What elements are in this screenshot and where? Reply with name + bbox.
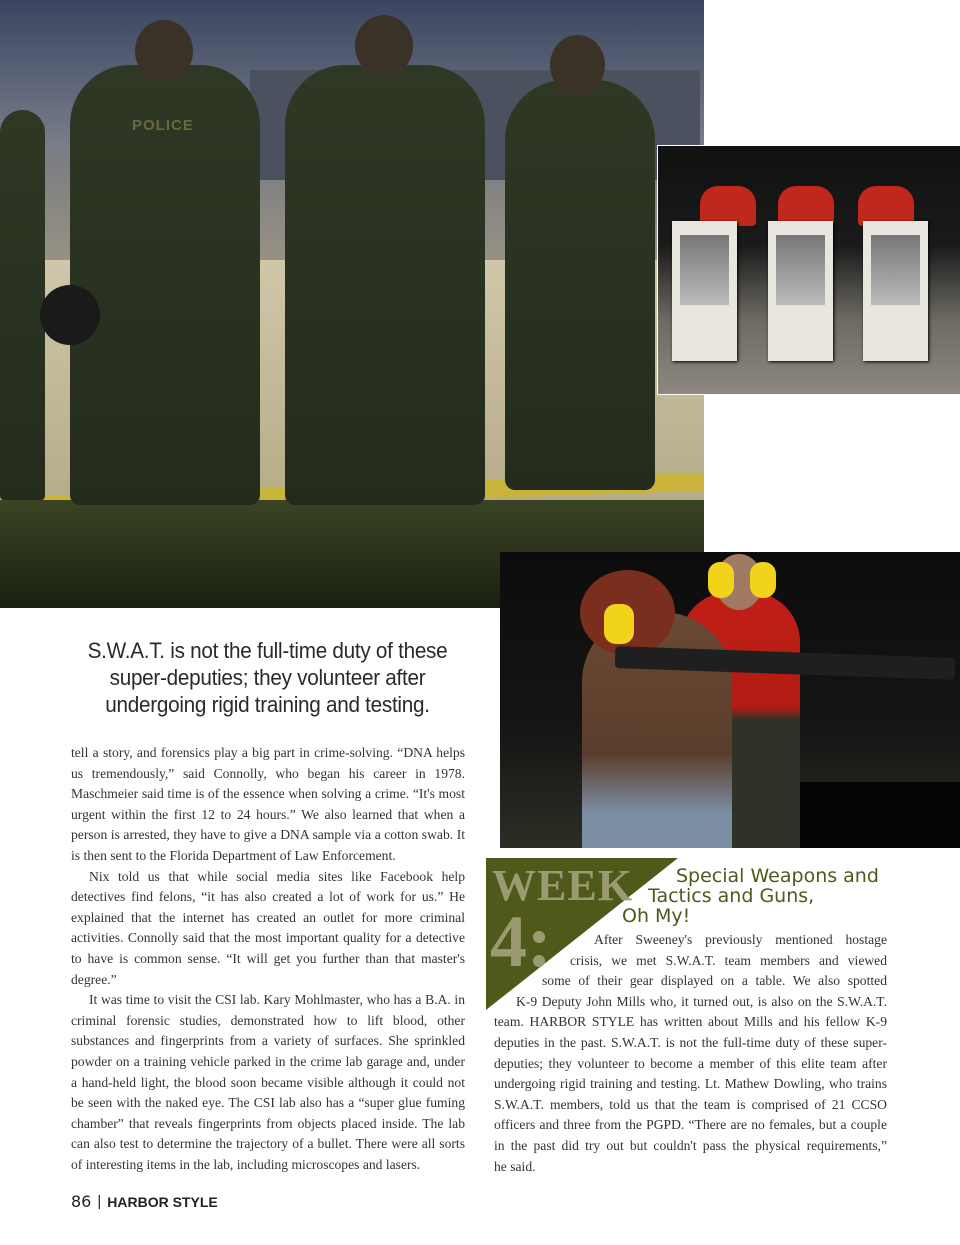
text-line: officers and three from the PGPD. “There are no females, but a couple bbox=[494, 1117, 887, 1133]
officer-head bbox=[355, 15, 413, 77]
paragraph: Nix told us that while social media sites like Facebook help detectives find felons, “it has also created a lot of work for us.” He explained that the internet has created an outlet for more criminal activities. Connolly said that the most important quality for a detective to have is common sense. “It will get you further than that master's degree.” bbox=[71, 868, 465, 987]
text-line: team. HARBOR STYLE has written about Mills and his fellow K-9 bbox=[494, 1014, 887, 1030]
text-line: in the past did try out but couldn't pass the physical requirements,” bbox=[494, 1137, 887, 1153]
photo-rifle-training bbox=[500, 552, 960, 848]
target-board bbox=[863, 221, 928, 361]
officer-figure bbox=[285, 65, 485, 505]
text-line: crisis, we met S.W.A.T. team members and viewed bbox=[570, 952, 887, 968]
section-title-line: Oh My! bbox=[622, 905, 691, 927]
week-label: WEEK bbox=[492, 861, 633, 910]
text-line: undergoing rigid training and testing. Lt. Mathew Dowling, who trains bbox=[494, 1076, 887, 1092]
section-title-line: Special Weapons and bbox=[676, 865, 879, 887]
officer-head bbox=[135, 20, 193, 82]
text-line: After Sweeney's previously mentioned hostage bbox=[594, 932, 887, 947]
paragraph: It was time to visit the CSI lab. Kary Mohlmaster, who has a B.A. in criminal forensic studies, demonstrated how to lift blood, other substances and fingerprints from a variety of surfaces. She sprinkled powder on a training vehicle parked in the crime lab garage and, under a hand-held light, the blood soon became visible although it could not be seen with the naked eye. The CSI lab also has a “super glue fuming chamber” that reveals fingerprints from objects placed inside. The lab can also test to determine the trajectory of a bullet. There were all sorts of interesting items in the lab, including microscopes and lasers. bbox=[71, 992, 465, 1172]
target-board bbox=[672, 221, 737, 361]
officer-figure bbox=[0, 110, 45, 500]
text-line: deputies in the past. S.W.A.T. is not the full-time duty of these super- bbox=[494, 1034, 887, 1050]
text-line: S.W.A.T. members, told us that the team is comprised of 21 CCSO bbox=[494, 1096, 887, 1112]
officer-figure bbox=[70, 65, 260, 505]
text-line: deputies; they volunteer to become a member of this elite team after bbox=[494, 1055, 887, 1071]
officer-head bbox=[550, 35, 605, 95]
officer-figure bbox=[505, 80, 655, 490]
article-column-left bbox=[71, 743, 465, 1175]
publication-name: HARBOR STYLE bbox=[107, 1193, 218, 1210]
text-line: K-9 Deputy John Mills who, it turned out, is also on the S.W.A.T. bbox=[516, 993, 887, 1009]
section-title-line: Tactics and Guns, bbox=[648, 885, 815, 907]
article-column-right bbox=[494, 930, 887, 1177]
target-board bbox=[768, 221, 833, 361]
page-number: 86 bbox=[71, 1192, 92, 1211]
text-line: he said. bbox=[494, 1158, 536, 1174]
page-footer bbox=[71, 1192, 218, 1211]
photo-swat-officers bbox=[0, 0, 704, 608]
instructor-figure bbox=[700, 186, 756, 226]
police-vest-label: POLICE bbox=[132, 117, 194, 134]
photo-paper-targets bbox=[657, 145, 960, 395]
ear-muff bbox=[708, 562, 734, 598]
table bbox=[800, 782, 960, 848]
week-number: 4: bbox=[490, 901, 552, 983]
footer-separator: | bbox=[97, 1193, 102, 1210]
instructor-figure bbox=[778, 186, 834, 226]
instructor-figure bbox=[858, 186, 914, 226]
pull-quote: S.W.A.T. is not the full-time duty of these super-deputies; they volunteer after undergoing rigid training and testing. bbox=[87, 638, 448, 717]
helmet bbox=[40, 285, 100, 345]
ear-muff bbox=[750, 562, 776, 598]
text-line: some of their gear displayed on a table. We also spotted bbox=[542, 973, 887, 989]
paragraph: tell a story, and forensics play a big part in crime-solving. “DNA helps us tremendously,” said Connolly, who began his career in 1978. Maschmeier said time is of the essence when solving a crime. “It's most urgent within the first 12 to 24 hours.” We also learned that when a person is arrested, they have to give a DNA sample via a cotton swab. It is then sent to the Florida Department of Law Enforcement. bbox=[71, 745, 465, 863]
ear-muff bbox=[604, 604, 634, 644]
